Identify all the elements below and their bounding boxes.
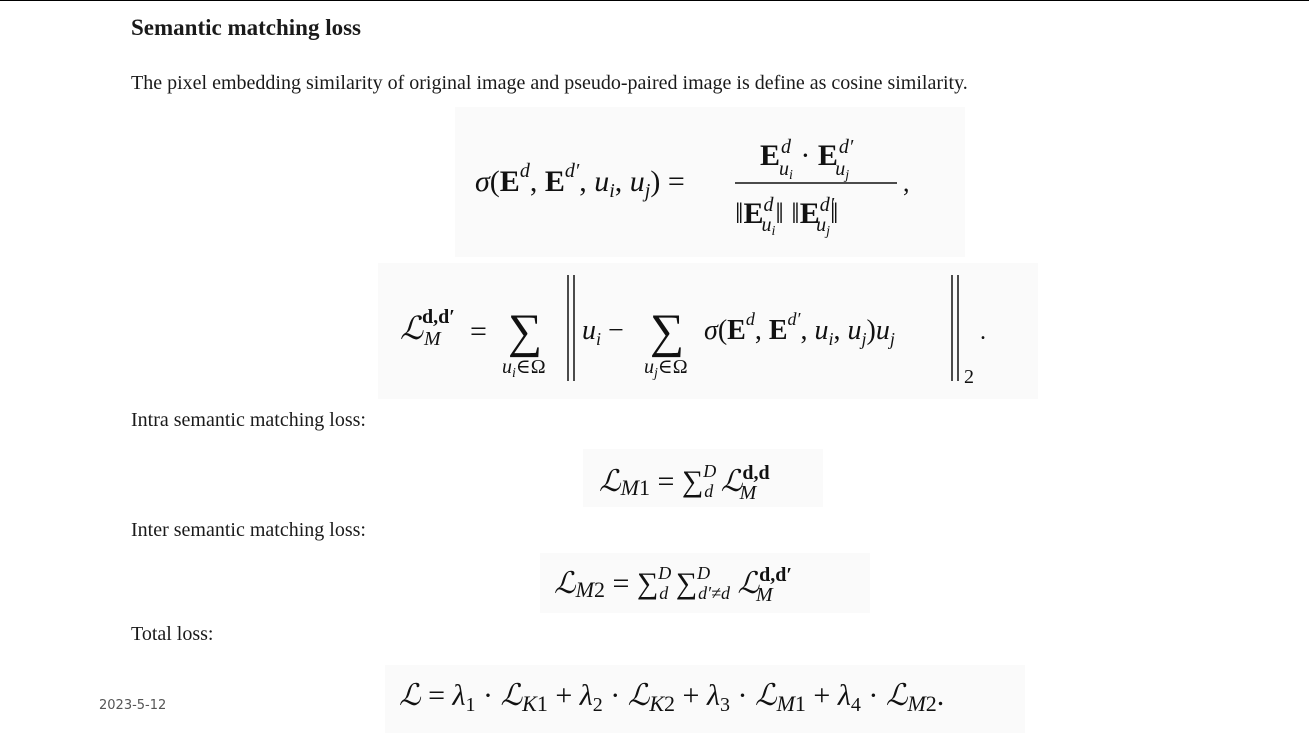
- equation-cosine-similarity: [455, 107, 965, 257]
- equation-inter-loss-graphic: [540, 553, 870, 613]
- svg-text:uj∈Ω: $u_j\in\Omega$: [644, 356, 688, 381]
- svg-text:σ(Ed, Ed′, ui, uj)uj: $\sigma(E^d$, $E^{d'}$, $u_i$, $u_j)u_j$: [704, 309, 895, 349]
- intro-paragraph: The pixel embedding similarity of original image and pseudo-paired image is define as cosine similarity.: [131, 72, 968, 94]
- svg-text:ℒM1 = ∑Dd ℒd,dM: ℒM1 = ∑$^D$ d ℒ$^{d,d}$ M: [599, 461, 770, 504]
- equation-total-loss-graphic: [385, 665, 1025, 733]
- equation-matching-loss: [378, 263, 1038, 399]
- svg-text:2: 2: [964, 366, 974, 388]
- equation-cosine-similarity-graphic: [455, 107, 965, 257]
- svg-text:,: ,: [903, 168, 910, 197]
- svg-text:Edui · Ed′uj: $E^d$ ui · $E^{d'}$ uj: [760, 136, 854, 183]
- svg-text:∑: ∑: [508, 305, 543, 358]
- equation-intra-loss-graphic: [583, 449, 823, 507]
- svg-text:d,d′: d,d′: [422, 306, 455, 328]
- svg-text:ℒ: ℒ: [400, 310, 424, 346]
- svg-text:M: M: [424, 328, 441, 350]
- equation-matching-loss-graphic: [378, 263, 1038, 399]
- inter-loss-label: Inter semantic matching loss:: [131, 519, 366, 541]
- equation-intra-loss: [583, 449, 823, 507]
- intra-loss-label: Intra semantic matching loss:: [131, 409, 366, 431]
- svg-text:.: .: [980, 319, 986, 345]
- svg-text:ℒ = λ1 · ℒK1 + λ2 · ℒK2 + λ3 ·: ℒ = $\lambda_1$ · ℒ$_K$1 + $\lambda_2$ · ℒ$_K$2 + $\lambda_3$ · ℒ$_M$1 + $\lambda_4$ · ℒ$_M$2.: [399, 679, 945, 716]
- svg-text:ui −: $u_i$ −: [582, 315, 624, 349]
- equation-total-loss: [385, 665, 1025, 733]
- equation-inter-loss: [540, 553, 870, 613]
- slide-date: 2023-5-12: [99, 698, 167, 713]
- svg-text:σ(Ed, Ed′, ui, uj) =: $\sigma(E^d$, $E^{d'}$, $u_i$, $u_j$) =: [475, 160, 685, 202]
- total-loss-label: Total loss:: [131, 623, 214, 645]
- svg-text:ℒM2 = ∑Dd ∑Dd′≠d ℒd,d′M: ℒM2 = ∑$^D$ d ∑$^D$ d′≠d ℒ$^{d,d'}$ M: [554, 563, 792, 606]
- svg-text:ui∈Ω: $u_i\in\Omega$: [502, 356, 546, 381]
- svg-text:‖Edui‖ ‖Ed′uj‖: $‖E^d$ ui‖ $‖E^{d'}$ uj‖: [735, 194, 839, 239]
- svg-text:=: =: [470, 315, 487, 348]
- svg-text:∑: ∑: [650, 305, 685, 358]
- section-heading: Semantic matching loss: [131, 15, 361, 40]
